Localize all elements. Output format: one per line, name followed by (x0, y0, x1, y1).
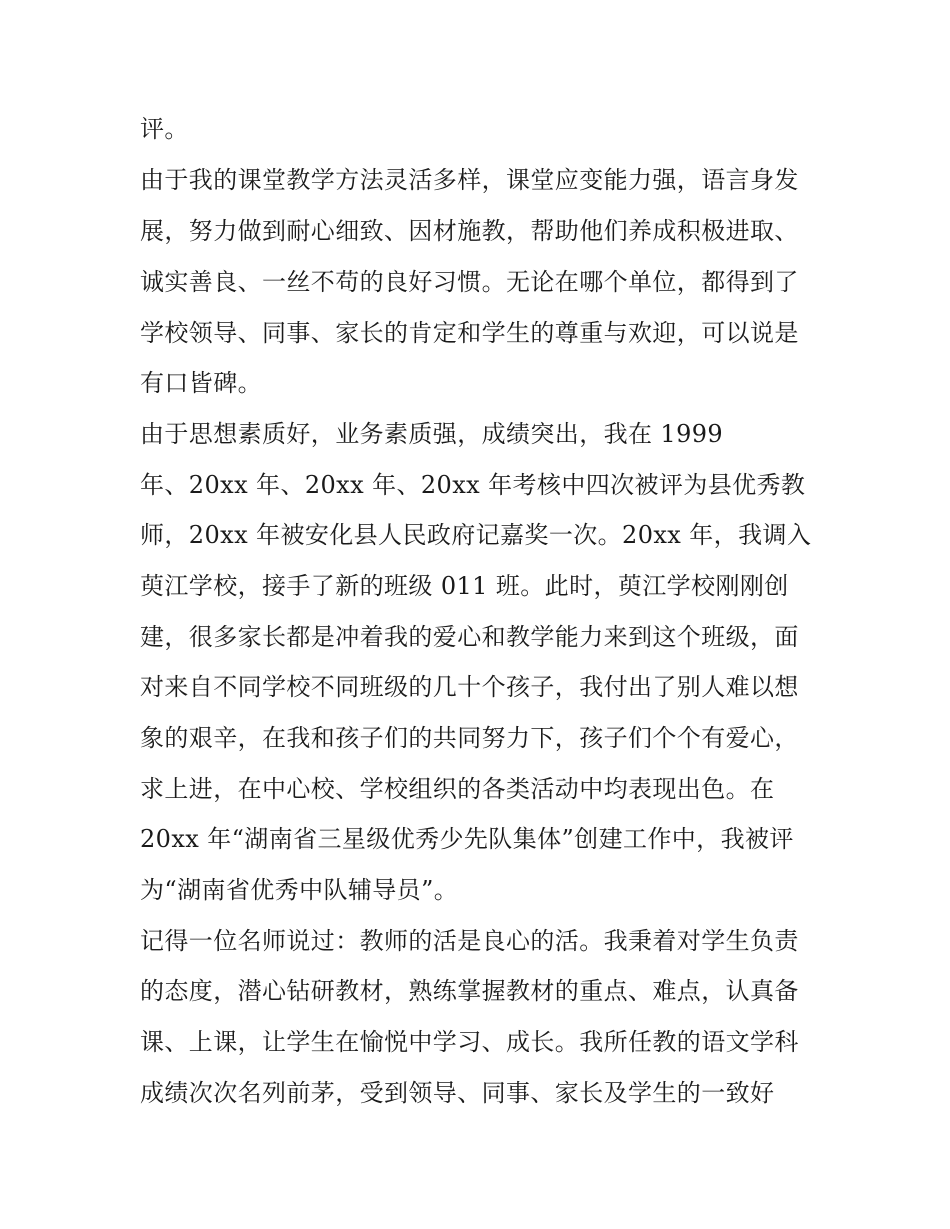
text-line: 由于我的课堂教学方法灵活多样，课堂应变能力强，语言身发 (140, 166, 799, 194)
text-line: 萸江学校，接手了新的班级 011 班。此时，萸江学校刚刚创 (140, 572, 789, 600)
text-line: 诚实善良、一丝不苟的良好习惯。无论在哪个单位，都得到了 (140, 268, 799, 296)
text-line: 象的艰辛，在我和孩子们的共同努力下，孩子们个个有爱心， (140, 724, 799, 752)
text-line: 课、上课，让学生在愉悦中学习、成长。我所任教的语文学科 (140, 1028, 799, 1056)
text-line: 展，努力做到耐心细致、因材施教，帮助他们养成积极进取、 (140, 217, 799, 245)
text-line: 对来自不同学校不同班级的几十个孩子，我付出了别人难以想 (140, 673, 799, 701)
text-line: 评。 (140, 115, 189, 143)
text-line: 由于思想素质好，业务素质强，成绩突出，我在 1999 (140, 420, 724, 448)
text-line: 为“湖南省优秀中队辅导员”。 (140, 876, 459, 904)
text-line: 年、20xx 年、20xx 年、20xx 年考核中四次被评为县优秀教 (140, 471, 806, 499)
text-line: 的态度，潜心钻研教材，熟练掌握教材的重点、难点，认真备 (140, 977, 799, 1005)
text-line: 有口皆碑。 (140, 369, 262, 397)
text-line: 求上进，在中心校、学校组织的各类活动中均表现出色。在 (140, 775, 775, 803)
text-line: 建，很多家长都是冲着我的爱心和教学能力来到这个班级，面 (140, 623, 799, 651)
text-line: 20xx 年“湖南省三星级优秀少先队集体”创建工作中，我被评 (140, 825, 794, 853)
text-line: 成绩次次名列前茅，受到领导、同事、家长及学生的一致好 (140, 1079, 775, 1107)
text-line: 学校领导、同事、家长的肯定和学生的尊重与欢迎，可以说是 (140, 319, 799, 347)
text-line: 记得一位名师说过：教师的活是良心的活。我秉着对学生负责 (140, 927, 799, 955)
text-line: 师，20xx 年被安化县人民政府记嘉奖一次。20xx 年，我调入 (140, 521, 812, 549)
